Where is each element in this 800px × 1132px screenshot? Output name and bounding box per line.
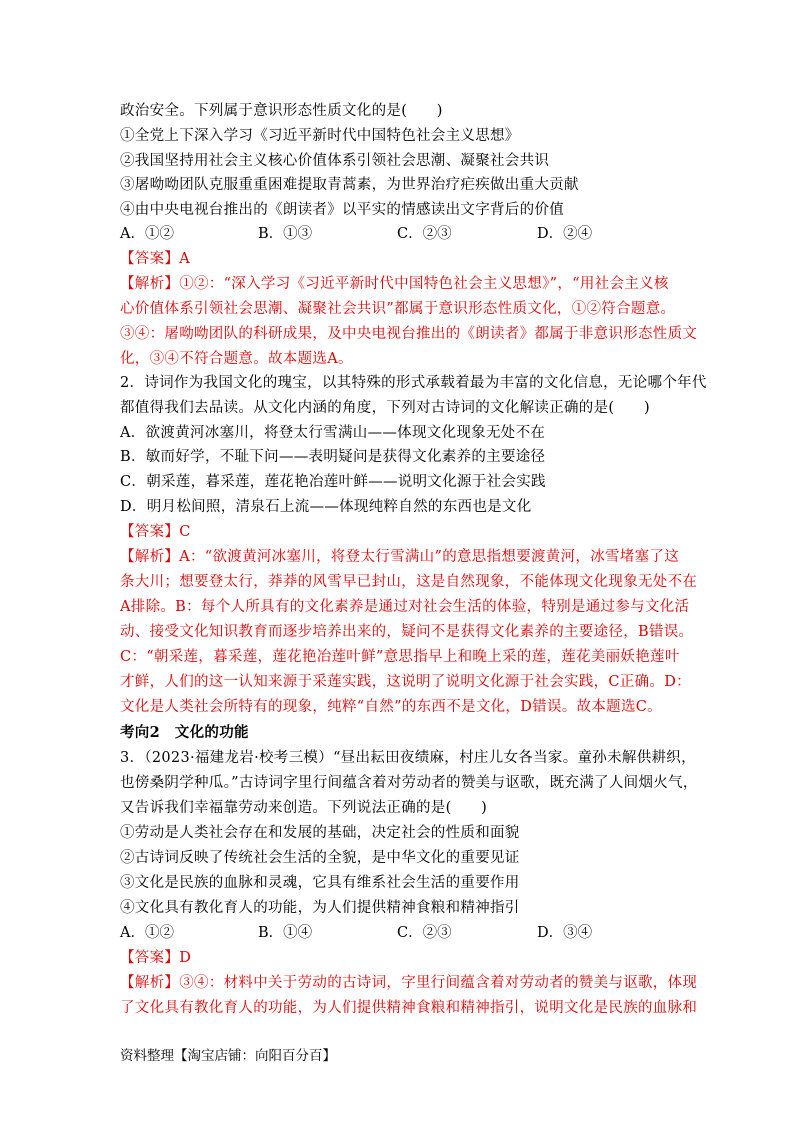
q2-answer: 【答案】C [120,524,191,540]
section-heading: 考向2 文化的功能 [120,724,249,741]
q2-analysis-line: 动、接受文化知识教育而逐步培养出来的，疑问不是获得文化素养的主要途径，B错误。 [120,624,694,640]
q1-item-1: ①全党上下深入学习《习近平新时代中国特色社会主义思想》 [120,128,520,144]
q1-analysis-line: 【解析】①②：“深入学习《习近平新时代中国特色社会主义思想》”，“用社会主义核 [120,276,669,292]
page-footer: 资料整理【淘宝店铺：向阳百分百】 [120,1048,336,1064]
q1-option-d: D．②④ [537,226,593,242]
q1-stem-line: 政治安全。下列属于意识形态性质文化的是( ) [120,103,443,119]
q3-item-2: ②古诗词反映了传统社会生活的全貌，是中华文化的重要见证 [120,850,520,866]
q3-item-4: ④文化具有教化育人的功能，为人们提供精神食粮和精神指引 [120,900,520,916]
q1-item-4: ④由中央电视台推出的《朗读者》以平实的情感读出文字背后的价值 [120,202,564,218]
q3-stem-line: 又告诉我们幸福靠劳动来创造。下列说法正确的是( ) [120,800,488,816]
q2-option-d: D．明月松间照，清泉石上流——体现纯粹自然的东西也是文化 [120,499,532,515]
q1-analysis-line: 化，③④不符合题意。故本题选A。 [120,351,353,367]
q2-option-a: A．欲渡黄河冰塞川，将登太行雪满山——体现文化现象无处不在 [120,425,546,441]
q3-option-b: B．①④ [258,925,313,941]
q1-analysis-line: ③④：屠呦呦团队的科研成果，及中央电视台推出的《朗读者》都属于非意识形态性质文 [120,326,698,342]
q1-item-2: ②我国坚持用社会主义核心价值体系引领社会思潮、凝聚社会共识 [120,153,550,169]
q1-item-3: ③屠呦呦团队克服重重困难提取青蒿素，为世界治疗疟疾做出重大贡献 [120,177,579,193]
q2-analysis-line: 【解析】A：“欲渡黄河冰塞川，将登太行雪满山”的意思指想要渡黄河，冰雪堵塞了这 [120,549,679,565]
q2-option-c: C．朝采莲，暮采莲，莲花艳冶莲叶鲜——说明文化源于社会实践 [120,474,546,490]
q2-stem-line: 都值得我们去品读。从文化内涵的角度，下列对古诗词的文化解读正确的是( ) [120,400,650,416]
q3-stem-line: 3．（2023·福建龙岩·校考三模）“昼出耘田夜绩麻，村庄儿女各当家。童孙未解供耕织， [120,750,696,766]
q2-analysis-line: 才鲜，人们的这一认知来源于采莲实践，这说明了说明文化源于社会实践，C正确。D： [120,674,691,690]
q1-option-c: C．②③ [397,226,452,242]
q3-analysis-line: 【解析】③④：材料中关于劳动的古诗词，字里行间蕴含着对劳动者的赞美与讴歌，体现 [120,975,698,991]
q1-option-b: B．①③ [258,226,313,242]
q2-option-b: B．敏而好学，不耻下问——表明疑问是获得文化素养的主要途径 [120,449,546,465]
q3-stem-line: 也傍桑阴学种瓜。”古诗词字里行间蕴含着对劳动者的赞美与讴歌，既充满了人间烟火气， [120,775,698,791]
q2-stem-line: 2．诗词作为我国文化的瑰宝，以其特殊的形式承载着最为丰富的文化信息，无论哪个年代 [120,375,707,391]
q1-answer: 【答案】A [120,251,190,267]
q1-option-a: A．①② [120,226,174,242]
q3-option-c: C．②③ [397,925,452,941]
q1-analysis-line: 心价值体系引领社会思潮、凝聚社会共识”都属于意识形态性质文化，①②符合题意。 [120,301,676,317]
q3-option-a: A．①② [120,925,174,941]
q3-analysis-line: 了文化具有教化育人的功能，为人们提供精神食粮和精神指引，说明文化是民族的血脉和 [120,1000,698,1016]
q3-option-d: D．③④ [537,925,593,941]
q2-analysis-line: 条大川；想要登太行，莽莽的风雪早已封山，这是自然现象，不能体现文化现象无处不在 [120,574,698,590]
q3-item-3: ③文化是民族的血脉和灵魂，它具有维系社会生活的重要作用 [120,875,520,891]
q2-analysis-line: A排除。B：每个人所具有的文化素养是通过对社会生活的体验，特别是通过参与文化活 [120,599,690,615]
q2-analysis-line: 文化是人类社会所特有的现象，纯粹“自然”的东西不是文化，D错误。故本题选C。 [120,699,662,715]
q3-item-1: ①劳动是人类社会存在和发展的基础，决定社会的性质和面貌 [120,825,520,841]
q3-answer: 【答案】D [120,950,192,966]
q2-analysis-line: C：“朝采莲，暮采莲，莲花艳冶莲叶鲜”意思指早上和晚上采的莲，莲花美丽妖艳莲叶 [120,649,680,665]
